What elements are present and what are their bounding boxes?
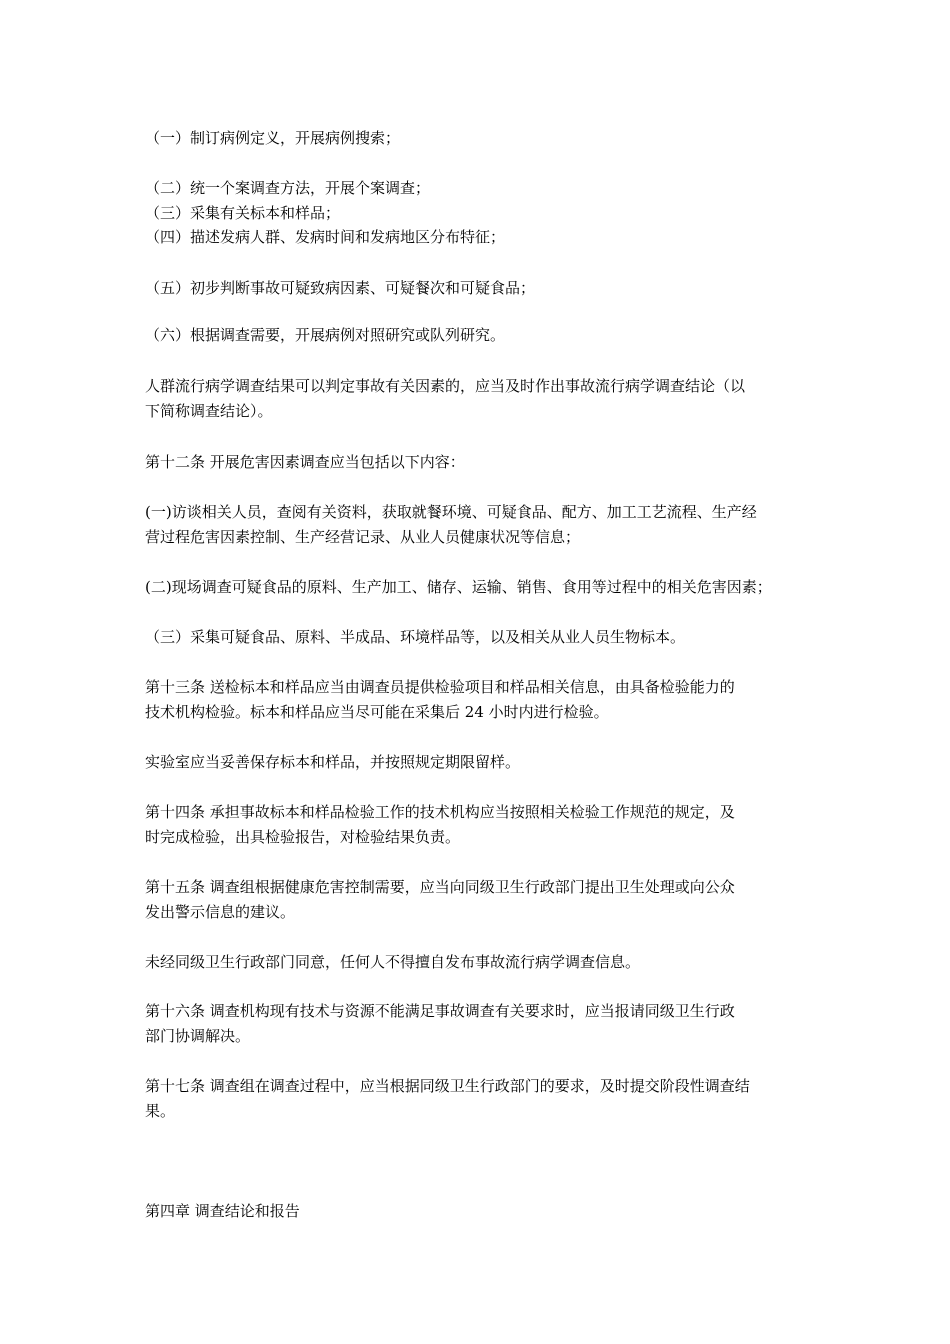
article-17-line-1: 第十七条 调查组在调查过程中，应当根据同级卫生行政部门的要求，及时提交阶段性调查结	[145, 1077, 750, 1095]
paragraph-lab-storage: 实验室应当妥善保存标本和样品，并按照规定期限留样。	[145, 753, 521, 771]
paragraph-publication: 未经同级卫生行政部门同意，任何人不得擅自发布事故流行病学调查信息。	[145, 953, 641, 971]
article-13-line-1: 第十三条 送检标本和样品应当由调查员提供检验项目和样品相关信息，由具备检验能力的	[145, 678, 735, 696]
article-17-line-2: 果。	[145, 1102, 176, 1120]
chapter-4-heading: 第四章 调查结论和报告	[145, 1202, 300, 1220]
article-15-line-1: 第十五条 调查组根据健康危害控制需要，应当向同级卫生行政部门提出卫生处理或向公众	[145, 878, 735, 896]
list-item-2: （二）统一个案调查方法，开展个案调查；	[145, 179, 431, 197]
list-item-4: （四）描述发病人群、发病时间和发病地区分布特征；	[145, 228, 506, 246]
list-item-3: （三）采集有关标本和样品；	[145, 204, 341, 222]
article-14-line-1: 第十四条 承担事故标本和样品检验工作的技术机构应当按照相关检验工作规范的规定，及	[145, 803, 735, 821]
article-12-item-3: （三）采集可疑食品、原料、半成品、环境样品等，以及相关从业人员生物标本。	[145, 628, 686, 646]
list-item-1: （一）制订病例定义，开展病例搜索；	[145, 129, 401, 147]
article-12-item-1-line-1: (一)访谈相关人员，查阅有关资料，获取就餐环境、可疑食品、配方、加工工艺流程、生产经	[145, 503, 757, 521]
list-item-5: （五）初步判断事故可疑致病因素、可疑餐次和可疑食品；	[145, 279, 536, 297]
article-15-line-2: 发出警示信息的建议。	[145, 903, 296, 921]
paragraph-conclusion-line-1: 人群流行病学调查结果可以判定事故有关因素的，应当及时作出事故流行病学调查结论（以	[145, 377, 746, 395]
article-12-heading: 第十二条 开展危害因素调查应当包括以下内容：	[145, 453, 465, 471]
article-14-line-2: 时完成检验，出具检验报告，对检验结果负责。	[145, 828, 461, 846]
paragraph-conclusion-line-2: 下简称调查结论）。	[145, 402, 273, 420]
article-13-line-2: 技术机构检验。标本和样品应当尽可能在采集后 24 小时内进行检验。	[145, 703, 609, 721]
list-item-6: （六）根据调查需要，开展病例对照研究或队列研究。	[145, 326, 506, 344]
article-16-line-1: 第十六条 调查机构现有技术与资源不能满足事故调查有关要求时，应当报请同级卫生行政	[145, 1002, 735, 1020]
article-16-line-2: 部门协调解决。	[145, 1027, 251, 1045]
article-12-item-2: (二)现场调查可疑食品的原料、生产加工、储存、运输、销售、食用等过程中的相关危害因素；	[145, 578, 772, 596]
article-12-item-1-line-2: 营过程危害因素控制、生产经营记录、从业人员健康状况等信息；	[145, 528, 581, 546]
